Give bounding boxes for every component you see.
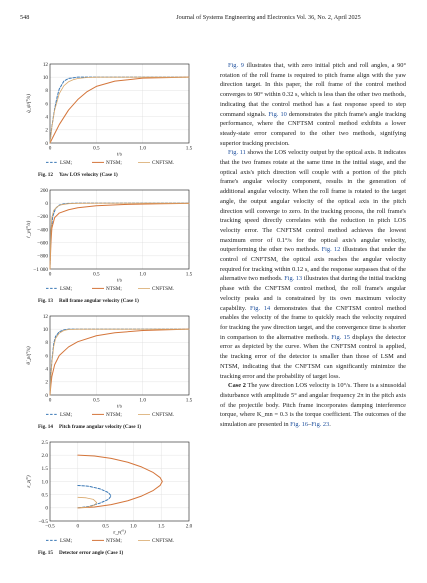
x-tick-label: 1.5	[157, 523, 165, 530]
case-heading: Case 2	[228, 382, 246, 390]
figure-12	[24, 60, 209, 178]
y-axis-label: ε_z(°)	[26, 475, 32, 488]
series-line-cnftsm	[50, 203, 189, 269]
x-tick-label: 1.5	[185, 271, 193, 278]
legend-label-lsm: LSM;	[60, 286, 73, 292]
figure-14	[24, 312, 209, 430]
series-line-lsm	[78, 485, 111, 507]
chart-detector-error-angle	[24, 438, 209, 551]
chart-pitch-frame-angular-velocity	[24, 312, 209, 425]
x-tick-label: 2.0	[185, 523, 193, 530]
figure-13-caption: Fig. 13 Roll frame angular velocity (Case 1)	[38, 298, 139, 304]
y-tick-label: 8	[45, 88, 48, 95]
y-tick-label: 4	[45, 114, 48, 121]
legend-label-lsm: LSM;	[60, 412, 73, 418]
x-tick-label: 0	[48, 397, 52, 404]
y-tick-label: 10	[42, 74, 48, 81]
y-tick-label: 200	[40, 187, 48, 194]
y-tick-label: 0	[45, 200, 48, 207]
y-tick-label: 10	[42, 326, 48, 333]
body-text-run: demonstrates that the CNFTSM control method enables the velocity of the frame to quickly reach the velocity required for tracking the yaw direction target, and the convergence time is shorter in comparison to the alternative methods.	[220, 304, 406, 341]
figure-reference-link[interactable]: Fig. 9	[228, 62, 244, 69]
body-paragraph	[220, 61, 406, 148]
y-tick-label: 0.5	[41, 492, 48, 499]
y-tick-label: 0	[45, 140, 48, 147]
x-tick-label: 1.5	[185, 145, 193, 152]
y-tick-label: 0	[45, 505, 48, 512]
figure-reference-link[interactable]: Fig. 11	[228, 149, 246, 157]
body-text-run: demonstrates the pitch frame's angle tracking performance, where the CNFTSM control method exhibits a lower steady-state error compared to the other two methods, signifying superior tracking precision.	[220, 110, 406, 147]
chart-yaw-los-velocity	[24, 60, 209, 173]
y-tick-label: −800	[37, 253, 48, 260]
legend-label-ntsm: NTSM;	[106, 538, 122, 544]
figure-14-caption: Fig. 14 Pitch frame angular velocity (Case 1)	[38, 424, 142, 430]
y-tick-label: 6	[45, 101, 48, 108]
legend-label-cnftsm: CNFTSM.	[152, 538, 175, 544]
figure-reference-link[interactable]: Fig. 10	[268, 110, 287, 118]
legend-label-ntsm: NTSM;	[106, 286, 122, 292]
y-tick-label: 12	[42, 61, 48, 68]
x-tick-label: 1.0	[139, 145, 146, 152]
y-tick-label: −400	[37, 227, 48, 234]
y-tick-label: −1 000	[33, 266, 48, 273]
body-text-run: .	[329, 421, 331, 429]
y-tick-label: −0.5	[38, 518, 48, 525]
figure-15-caption: Fig. 15 Detector error angle (Case 1)	[38, 550, 124, 556]
body-text-run: displays the detector error as depicted by the curve. When the CNFTSM control is applied, the tracking error of the detector is smaller than those of LSM and NTSM, indicating that the CNFTSM can significantly minimize the tracking error and the probability of target loss.	[220, 333, 406, 380]
x-tick-label: 0.5	[93, 145, 100, 152]
x-axis-label: t/s	[117, 277, 122, 284]
body-text-run: illustrates that, with zero initial pitch and roll angles, a 90° rotation of the roll frame is required to pitch frame align with the yaw direction target. In this paper, the roll frame of the control method converges to 90° within 0.32 s, which is less than the other two methods, indicating that the control method has a fast response speed to step command signals.	[220, 62, 406, 118]
figure-12-caption: Fig. 12 Yaw LOS velocity (Case 1)	[38, 172, 118, 178]
series-line-cnftsm	[50, 77, 189, 143]
x-tick-label: 0.5	[93, 271, 100, 278]
series-line-lsm	[50, 329, 189, 395]
x-tick-label: 0	[76, 523, 80, 530]
figure-15	[24, 438, 209, 556]
legend-label-ntsm: NTSM;	[106, 160, 122, 166]
y-tick-label: 8	[45, 340, 48, 347]
x-axis-label: t/s	[117, 403, 122, 410]
series-line-cnftsm	[50, 329, 189, 395]
body-text-run: The yaw direction LOS velocity is 10°/s. There is a sinusoidal disturbance with amplitude 5° and angular frequency 2π in the pitch axis of the projectile body. Pitch frame incorporates damping interference torque, where K_mn = 0.3 is the torque coefficient. The outcomes of the simulation are presented in	[220, 382, 407, 429]
body-text-run: shows the LOS velocity output by the optical axis. It indicates that the two frames rotate at the same time in the initial stage, and the optical axis's pitch direction will couple with a portion of the pitch frame's angular velocity component, results in the generation of additional angular velocity. When the roll frame is rotated to the target angle, the output angular velocity of the optical axis in the pitch direction will converge to zero. In the tracking process, the roll frame's tracking speed directly correlates with the reduction in pitch LOS velocity error. The CNFTSM control method achieves the lowest maximum error of 0.1°/s for the optical axis's angular velocity, outperforming the other two methods.	[220, 149, 406, 254]
body-paragraph	[220, 148, 406, 381]
x-tick-label: 1.0	[139, 271, 146, 278]
series-line-ntsm	[50, 329, 189, 395]
x-axis-label: t/s	[117, 151, 122, 158]
body-paragraph	[220, 381, 406, 430]
chart-roll-frame-angular-velocity	[24, 186, 209, 299]
y-tick-label: −600	[37, 240, 48, 247]
x-tick-label: 0	[48, 271, 52, 278]
figure-reference-link[interactable]: Fig. 12	[321, 246, 341, 254]
y-tick-label: 6	[45, 353, 48, 360]
figure-column	[24, 60, 209, 580]
x-tick-label: 1.5	[185, 397, 193, 404]
body-text-column	[220, 61, 406, 576]
body-text-run: –	[308, 421, 312, 429]
figure-reference-link[interactable]: Fig. 23	[311, 421, 330, 429]
body-text-run: illustrates that during the initial tracking phase with the CNFTSM control method, the roll frame's angular velocity peaks and is constrained by its own maximum velocity capability.	[220, 275, 406, 312]
series-line-lsm	[50, 77, 189, 143]
legend-label-cnftsm: CNFTSM.	[152, 412, 175, 418]
y-tick-label: 12	[42, 313, 48, 320]
series-line-ntsm	[50, 203, 189, 269]
page-number: 548	[20, 14, 30, 21]
figure-reference-link[interactable]: Fig. 14	[249, 304, 271, 312]
x-tick-label: 0.5	[93, 397, 100, 404]
y-tick-label: 1.5	[41, 466, 48, 473]
legend-label-cnftsm: CNFTSM.	[152, 160, 175, 166]
y-tick-label: 2	[45, 379, 48, 386]
y-tick-label: 4	[45, 366, 48, 373]
x-tick-label: 0.5	[102, 523, 109, 530]
y-tick-label: −200	[37, 214, 48, 221]
x-axis-label: ε_y(°)	[113, 529, 126, 536]
figure-reference-link[interactable]: Fig. 16	[290, 421, 309, 429]
x-tick-label: −0.5	[45, 523, 55, 530]
figure-13	[24, 186, 209, 304]
figure-reference-link[interactable]: Fig. 15	[331, 333, 350, 341]
y-tick-label: 0	[45, 392, 48, 399]
page-header	[20, 14, 407, 26]
y-tick-label: 2	[45, 127, 48, 134]
journal-running-title: Journal of Systems Engineering and Electronics Vol. 36, No. 2, April 2025	[176, 14, 361, 21]
y-axis-label: q̇_ψ/(°/s)	[26, 94, 32, 113]
figure-reference-link[interactable]: Fig. 13	[284, 275, 303, 283]
y-tick-label: 1.0	[41, 479, 48, 486]
x-tick-label: 0	[48, 145, 52, 152]
legend-label-lsm: LSM;	[60, 160, 73, 166]
x-tick-label: 1.0	[130, 523, 137, 530]
y-tick-label: 2.0	[41, 452, 48, 459]
y-axis-label: ṙ_y/(°/s)	[26, 220, 32, 239]
y-tick-label: 2.5	[41, 439, 48, 446]
legend-label-cnftsm: CNFTSM.	[152, 286, 175, 292]
legend-label-ntsm: NTSM;	[106, 412, 122, 418]
legend-label-lsm: LSM;	[60, 538, 73, 544]
x-tick-label: 1.0	[139, 397, 146, 404]
series-line-lsm	[50, 203, 189, 269]
series-line-ntsm	[50, 77, 189, 143]
body-text-run: illustrates that under the control of CNFTSM, the optical axis reaches the angular velocity required for tracking within 0.12 s, and the response surpasses that of the alternative two methods.	[220, 246, 406, 283]
y-axis-label: θ̇_p/(°/s)	[26, 346, 32, 365]
